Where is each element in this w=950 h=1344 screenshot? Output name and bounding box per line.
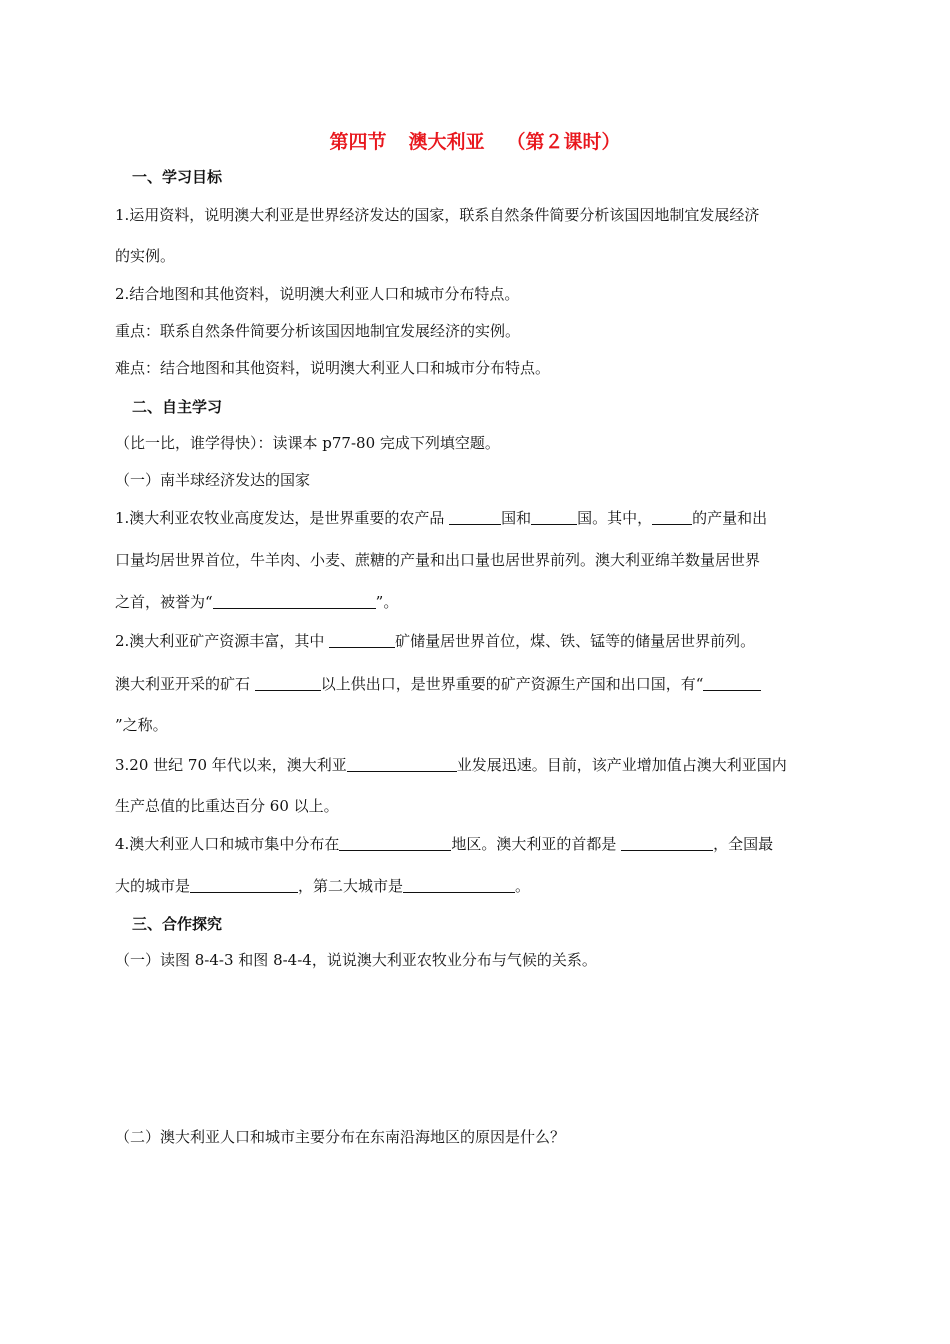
question-4-line-2: 大的城市是 ，第二大城市是 。 (115, 877, 531, 895)
self-study-intro: （比一比，谁学得快）：读课本 p77-80 完成下列填空题。 (115, 434, 500, 452)
objective-1-cont: 的实例。 (115, 247, 176, 265)
question-2-line-2: 澳大利亚开采的矿石 以上供出口，是世界重要的矿产资源生产国和出口国，有“ (115, 674, 761, 694)
inquiry-question-2: （二）澳大利亚人口和城市主要分布在东南沿海地区的原因是什么？ (115, 1128, 566, 1146)
blank-field[interactable] (449, 510, 501, 525)
page-title (0, 127, 950, 154)
blank-field[interactable] (703, 676, 761, 691)
question-3-line-1: 3.20 世纪 70 年代以来，澳大利亚 业发展迅速。目前，该产业增加值占澳大利亚国内 (115, 756, 787, 774)
blank-field[interactable] (339, 836, 451, 851)
objective-1: 1.运用资料，说明澳大利亚是世界经济发达的国家，联系自然条件简要分析该国因地制宜发展经济 (115, 206, 760, 224)
difficult-point: 难点：结合地图和其他资料，说明澳大利亚人口和城市分布特点。 (115, 359, 551, 377)
key-point: 重点：联系自然条件简要分析该国因地制宜发展经济的实例。 (115, 322, 521, 340)
question-1-line-1: 1.澳大利亚农牧业高度发达，是世界重要的农产品 国和 国。其中， 的产量和出 (115, 509, 768, 527)
title-country: 澳大利亚 (408, 131, 485, 153)
question-3-line-2: 生产总值的比重达百分 60 以上。 (115, 797, 339, 815)
blank-field[interactable] (652, 510, 692, 525)
section-heading-objectives: 一、学习目标 (132, 168, 223, 186)
blank-field[interactable] (621, 836, 713, 851)
blank-field[interactable] (329, 633, 395, 648)
blank-field[interactable] (255, 676, 321, 691)
section-heading-cooperative: 三、合作探究 (132, 915, 223, 933)
title-section: 第四节 (329, 131, 387, 153)
blank-field[interactable] (403, 878, 515, 893)
section-heading-self-study: 二、自主学习 (132, 398, 223, 416)
question-1-line-3: 之首，被誉为“ ”。 (115, 593, 399, 611)
objective-2: 2.结合地图和其他资料，说明澳大利亚人口和城市分布特点。 (115, 285, 520, 303)
question-1-line-2: 口量均居世界首位，牛羊肉、小麦、蔗糖的产量和出口量也居世界前列。澳大利亚绵羊数量居世界 (115, 551, 761, 569)
blank-field[interactable] (213, 594, 376, 609)
question-2-line-1: 2.澳大利亚矿产资源丰富，其中 矿储量居世界首位，煤、铁、锰等的储量居世界前列。 (115, 632, 756, 650)
question-2-line-3: ”之称。 (115, 716, 168, 734)
inquiry-question-1: （一）读图 8-4-3 和图 8-4-4，说说澳大利亚农牧业分布与气候的关系。 (115, 951, 597, 969)
question-4-line-1: 4.澳大利亚人口和城市集中分布在 地区。澳大利亚的首都是 ，全国最 (115, 835, 774, 853)
blank-field[interactable] (347, 757, 457, 772)
blank-field[interactable] (531, 510, 577, 525)
blank-field[interactable] (190, 878, 298, 893)
title-lesson: （第２课时） (506, 131, 621, 153)
subsection-1: （一）南半球经济发达的国家 (115, 471, 311, 489)
